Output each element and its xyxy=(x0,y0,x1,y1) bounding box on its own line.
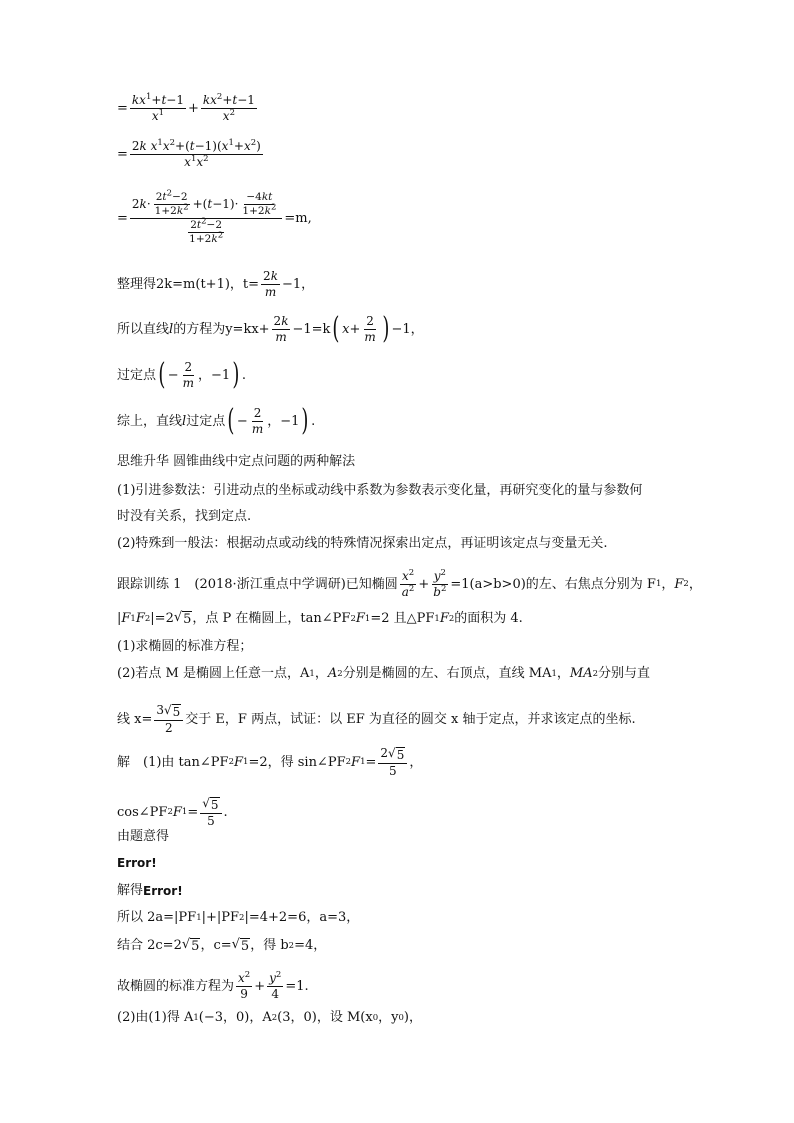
exercise-q2a: (2)若点 M 是椭圆上任意一点，A 1 ， A 2 分别是椭圆的左、右顶点，直线 MA 1 ， MA 2 分别与直 xyxy=(117,666,651,681)
exercise-q1: (1)求椭圆的标准方程； xyxy=(117,639,253,654)
line-equation: 所以直线 l 的方程为 y=kx+ $\frac{2k}{m}$ −1=k ( x + $\frac{2}{m}$ ) −1， xyxy=(117,311,424,346)
method-title: 思维升华 圆锥曲线中定点问题的两种解法 xyxy=(117,454,356,469)
derivation-step-3: = 2 k · $\frac{2t^2-2}{1+2k^2}$ +( t −1)· $\frac{-4kt}{1+2k^2}$ $\frac{2t^2-2}{1+2k^2}$ =m, xyxy=(117,188,312,246)
derivation-step-2: = $\frac{2k x^1x^2+(t-1)(x^1+x^2)}{x^1x^2}$ xyxy=(117,138,261,169)
exercise-line-2: | F 1 F 2 |=2 √ 5 ，点 P 在椭圆上，tan∠PF 2 F 1 =2 且△PF 1 F 2 的面积为 4. xyxy=(117,610,523,627)
method-p1b: 时没有关系，找到定点. xyxy=(117,509,252,524)
solution-line-8: 故椭圆的标准方程为 $\frac{x^2}{9}$ + $\frac{y^2}{4}$ =1. xyxy=(117,970,309,1001)
method-p1a: (1)引进参数法：引进动点的坐标或动线中系数为参数表示变化量，再研究变化的量与参数何 xyxy=(117,483,643,498)
solution-line-5: 解得 Error! xyxy=(117,883,183,898)
method-p2: (2)特殊到一般法：根据动点或动线的特殊情况探索出定点，再证明该定点与变量无关. xyxy=(117,536,608,551)
exercise-line-1: 跟踪训练 1 (2018·浙江重点中学调研)已知椭圆 $\frac{x^2}{a^2}$ + $\frac{y^2}{b^2}$ =1(a>b>0)的左、右焦点分别为 F 1 ， F 2 ， xyxy=(117,568,702,599)
solution-line-6: 所以 2a=|PF 1 |+|PF 2 |=4+2=6，a=3， xyxy=(117,910,360,925)
solution-line-7: 结合 2c=2 √ 5 ，c= √ 5 ，得 b 2 =4， xyxy=(117,937,327,954)
simplify-line: 整理得 2k=m(t+1)，t= $\frac{2k}{m}$ −1， xyxy=(117,269,315,299)
solution-line-1: 解 (1)由 tan∠PF 2 F 1 =2，得 sin∠PF 2 F 1 = 2√ 5 5 ， xyxy=(117,746,423,778)
solution-line-2: cos∠PF 2 F 1 = √ 5 5 . xyxy=(117,796,228,828)
exercise-q2b: 线 x= 3√ 5 2 交于 E，F 两点，试证：以 EF 为直径的圆交 x 轴于定点，并求该定点的坐标. xyxy=(117,703,636,735)
solution-line-3: 由题意得 xyxy=(117,829,170,844)
solution-error-1: Error! xyxy=(117,856,157,870)
solution-line-9: (2)由(1)得 A 1 (−3，0)，A 2 (3，0)，设 M(x 0 ，y 0 )， xyxy=(117,1010,422,1025)
summary-line: 综上，直线 l 过定点 ( − $\frac{2}{m}$ ，−1 ) . xyxy=(117,403,316,438)
fixed-point-line: 过定点 ( − $\frac{2}{m}$ ，−1 ) . xyxy=(117,357,247,392)
derivation-step-1: = $\frac{kx^1+t-1}{x^1}$ + $\frac{kx^2+t-1}{x^2}$ xyxy=(117,92,255,123)
